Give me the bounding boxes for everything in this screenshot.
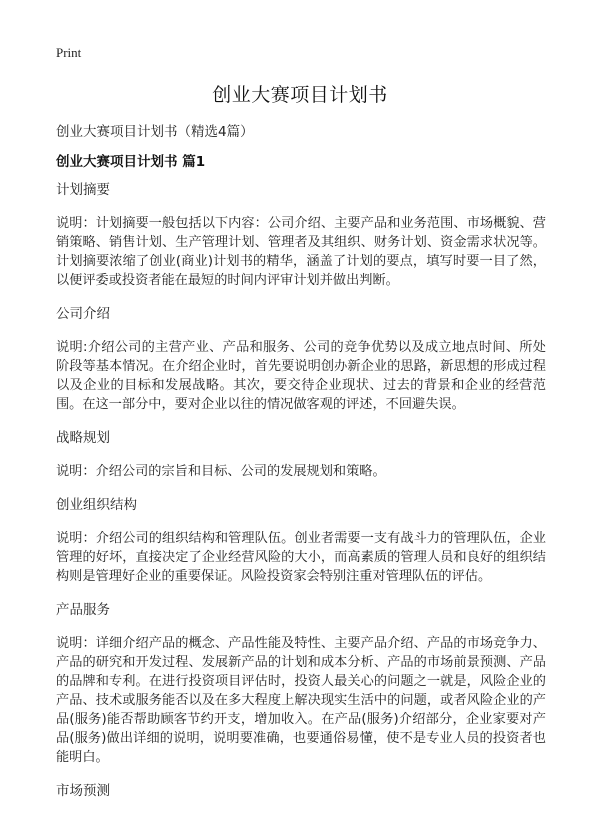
section-heading-market: 市场预测 <box>56 783 110 799</box>
section-text-organization: 说明：介绍公司的组织结构和管理队伍。创业者需要一支有战斗力的管理队伍，企业管理的好坏，直接决定了企业经营风险的大小，而高素质的管理人员和良好的组织结构则是管理好企业的重要保证。风险投资家会特别注重对管理队伍的评估。 <box>56 531 546 584</box>
section-heading-organization: 创业组织结构 <box>56 497 137 513</box>
section-heading-company: 公司介绍 <box>56 306 110 322</box>
page-title: 创业大赛项目计划书 <box>212 84 388 106</box>
document-subtitle: 创业大赛项目计划书（精选4篇） <box>56 124 254 140</box>
section-heading-strategy: 战略规划 <box>56 430 110 446</box>
section-heading-summary: 计划摘要 <box>56 182 110 198</box>
document-content <box>56 180 546 815</box>
section-text-summary: 说明：计划摘要一般包括以下内容：公司介绍、主要产品和业务范围、市场概貌、营销策略、销售计划、生产管理计划、管理者及其组织、财务计划、资金需求状况等。计划摘要浓缩了创业(商业)计划书的精华，涵盖了计划的要点，填写时要一目了然，以便评委或投资者能在最短的时间内评审计划并做出判断。 <box>56 216 546 288</box>
section-text-strategy: 说明：介绍公司的宗旨和目标、公司的发展规划和策略。 <box>56 464 386 479</box>
part-heading: 创业大赛项目计划书 篇1 <box>56 154 206 170</box>
print-link[interactable]: Print <box>56 45 82 60</box>
section-heading-products: 产品服务 <box>56 602 110 618</box>
section-text-company: 说明:介绍公司的主营产业、产品和服务、公司的竞争优势以及成立地点时间、所处阶段等基本情况。在介绍企业时，首先要说明创办新企业的思路，新思想的形成过程以及企业的目标和发展战略。其次，要交待企业现状、过去的背景和企业的经营范围。在这一部分中，要对企业以往的情况做客观的评述，不回避失误。 <box>56 340 546 412</box>
section-text-products: 说明：详细介绍产品的概念、产品性能及特性、主要产品介绍、产品的市场竞争力、产品的研究和开发过程、发展新产品的计划和成本分析、产品的市场前景预测、产品的品牌和专利。在进行投资项目评估时，投资人最关心的问题之一就是，风险企业的产品、技术或服务能否以及在多大程度上解决现实生活中的问题，或者风险企业的产品(服务)能否帮助顾客节约开支，增加收入。在产品(服务)介绍部分，企业家要对产品(服务)做出详细的说明，说明要准确，也要通俗易懂，使不是专业人员的投资者也能明白。 <box>56 636 546 765</box>
